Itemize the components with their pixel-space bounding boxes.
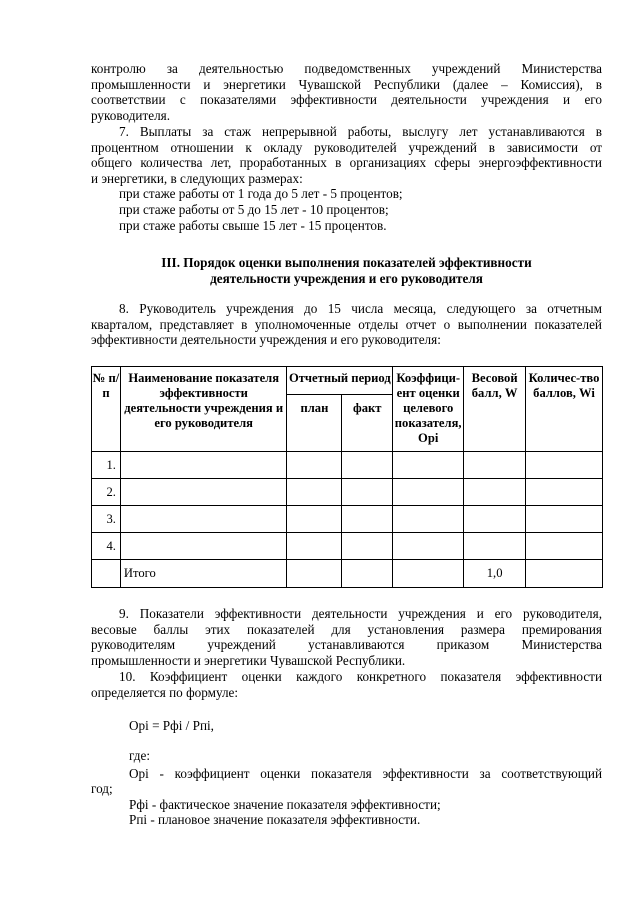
table-cell xyxy=(287,452,342,479)
definition-pp: Pпi - плановое значение показателя эффективности. xyxy=(129,812,421,828)
row-number: 1. xyxy=(92,452,121,479)
table-cell xyxy=(342,452,393,479)
formula-text: Opi = Pфi / Pпi, xyxy=(129,718,214,733)
row-number: 2. xyxy=(92,479,121,506)
header-coefficient: Коэффици-ент оценки целевого показателя, Opi xyxy=(393,367,464,452)
table-cell xyxy=(464,479,526,506)
header-fact: факт xyxy=(342,395,393,452)
paragraph-7 xyxy=(91,124,602,233)
text-line: руководителя. xyxy=(91,107,171,123)
table-cell xyxy=(526,506,603,533)
section-3-heading xyxy=(91,255,602,287)
table-cell xyxy=(287,560,342,588)
table-cell xyxy=(120,533,287,560)
table-cell xyxy=(287,479,342,506)
row-number: 3. xyxy=(92,506,121,533)
table-row xyxy=(92,479,603,506)
table-cell xyxy=(393,479,464,506)
header-reporting-period: Отчетный период xyxy=(287,367,393,395)
table-cell xyxy=(287,506,342,533)
table-cell xyxy=(342,533,393,560)
text-line: процентном отношении к окладу руководителей учреждений в зависимости от xyxy=(91,139,602,155)
paragraph-9 xyxy=(91,606,602,668)
text-line: промышленности и энергетики Чувашской Республики (далее – Комиссия), в xyxy=(91,76,602,92)
paragraph-8 xyxy=(91,301,602,348)
formula xyxy=(91,718,602,734)
table-row xyxy=(92,506,603,533)
table-cell xyxy=(464,452,526,479)
heading-line: III. Порядок оценки выполнения показателей эффективности xyxy=(161,255,532,270)
where-label: где: xyxy=(129,748,150,763)
text-line: контролю за деятельностью подведомственных учреждений Министерства xyxy=(91,61,602,76)
table-cell xyxy=(342,479,393,506)
heading-line: деятельности учреждения и его руководителя xyxy=(210,270,483,286)
text-line: промышленности и энергетики Чувашской Республики. xyxy=(91,652,406,668)
total-label: Итого xyxy=(120,560,287,588)
table-cell xyxy=(120,452,287,479)
table-cell xyxy=(287,533,342,560)
paragraph-10 xyxy=(91,669,602,700)
table-cell xyxy=(526,479,603,506)
header-indicator-name: Наименование показателя эффективности деятельности учреждения и его руководителя xyxy=(120,367,287,452)
total-weight: 1,0 xyxy=(464,560,526,588)
text-line: и энергетики, в следующих размерах: xyxy=(91,170,303,186)
definition-pf: Pфi - фактическое значение показателя эффективности; xyxy=(129,796,441,812)
text-line: кварталом, представляет в уполномоченные отделы отчет о выполнении показателей xyxy=(91,316,602,332)
table-cell xyxy=(393,560,464,588)
paragraph-commission xyxy=(91,61,602,123)
table-cell xyxy=(526,533,603,560)
seniority-item: при стаже работы от 5 до 15 лет - 10 процентов; xyxy=(119,201,389,217)
text-line: весовые баллы этих показателей для установления размера премирования xyxy=(91,621,602,637)
text-line: руководителям учреждений устанавливаются приказом Министерства xyxy=(91,637,602,653)
header-plan: план xyxy=(287,395,342,452)
header-number: № п/п xyxy=(92,367,121,452)
table-cell xyxy=(526,560,603,588)
table-cell xyxy=(342,560,393,588)
table-cell xyxy=(120,479,287,506)
table-cell xyxy=(464,533,526,560)
seniority-item: при стаже работы от 1 года до 5 лет - 5 процентов; xyxy=(119,186,403,202)
indicators-table xyxy=(91,366,603,588)
seniority-item: при стаже работы свыше 15 лет - 15 процентов. xyxy=(119,217,387,233)
table-cell xyxy=(393,452,464,479)
text-line: общего количества лет, проработанных в организациях сферы энергоэффективности xyxy=(91,155,602,171)
table-cell xyxy=(526,452,603,479)
table-cell xyxy=(393,506,464,533)
header-weight: Весовой балл, W xyxy=(464,367,526,452)
definitions xyxy=(91,748,602,828)
header-points-count: Количес-тво баллов, Wi xyxy=(526,367,603,452)
table-row xyxy=(92,452,603,479)
table-cell xyxy=(393,533,464,560)
text-line: эффективности деятельности учреждения и его руководителя: xyxy=(91,332,441,348)
table-cell xyxy=(342,506,393,533)
row-number: 4. xyxy=(92,533,121,560)
text-line: 10. Коэффициент оценки каждого конкретного показателя эффективности xyxy=(119,669,602,684)
table-total-row xyxy=(92,560,603,588)
definition-opi: Opi - коэффициент оценки показателя эффективности за соответствующий xyxy=(129,765,602,781)
table-cell xyxy=(92,560,121,588)
text-line: 9. Показатели эффективности деятельности учреждения и его руководителя, xyxy=(119,606,602,621)
table-row xyxy=(92,533,603,560)
table-cell xyxy=(120,506,287,533)
text-line: соответствии с показателями эффективности деятельности учреждения и его xyxy=(91,92,602,108)
table-cell xyxy=(464,506,526,533)
text-line: определяется по формуле: xyxy=(91,684,239,700)
text-line: 7. Выплаты за стаж непрерывной работы, выслугу лет устанавливаются в xyxy=(119,124,602,139)
text-line: 8. Руководитель учреждения до 15 числа месяца, следующего за отчетным xyxy=(119,301,602,316)
definition-opi-cont: год; xyxy=(91,781,113,797)
